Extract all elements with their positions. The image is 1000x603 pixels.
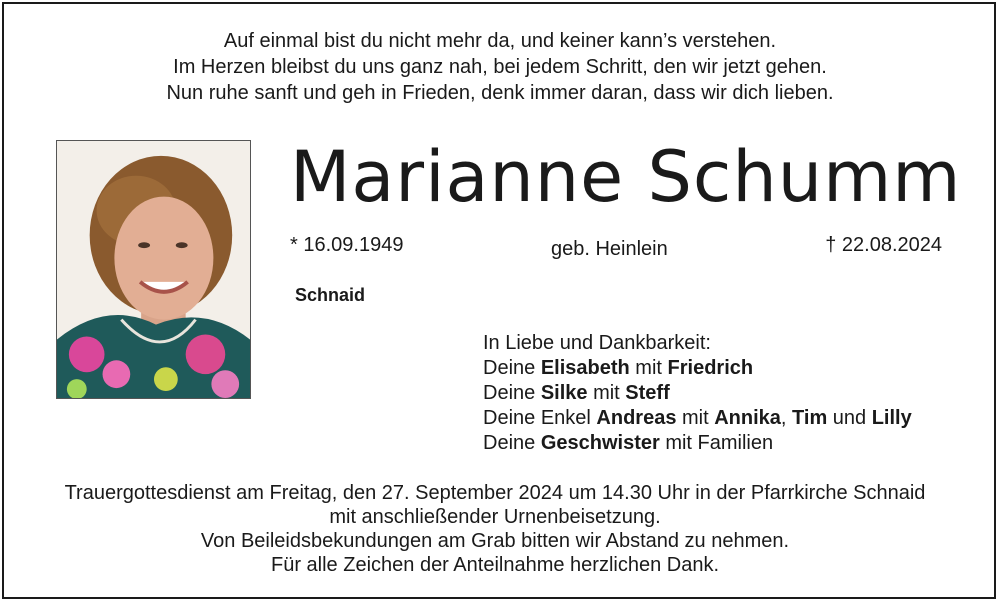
mourner-name: Tim xyxy=(792,407,828,429)
mourner-line: Deine Elisabeth mit Friedrich xyxy=(483,357,754,379)
mourner-name: Elisabeth xyxy=(540,357,630,379)
service-line: Von Beileidsbekundungen am Grab bitten wir Abstand zu nehmen. xyxy=(200,530,790,552)
mourner-line: Deine Geschwister mit Familien xyxy=(483,432,774,454)
deceased-name: Marianne Schumm xyxy=(290,136,962,218)
service-line: Für alle Zeichen der Anteilnahme herzlichen Dank. xyxy=(270,554,720,576)
service-line: mit anschließender Urnenbeisetzung. xyxy=(329,506,661,528)
mourner-name: Annika xyxy=(714,407,781,429)
portrait-illustration xyxy=(57,141,250,398)
poem-line: Auf einmal bist du nicht mehr da, und keiner kann’s verstehen. xyxy=(223,30,777,52)
mourner-name: Steff xyxy=(625,382,670,404)
poem-line: Nun ruhe sanft und geh in Frieden, denk immer daran, dass wir dich lieben. xyxy=(166,82,834,104)
mourner-name: Andreas xyxy=(596,407,677,429)
birth-date: * 16.09.1949 xyxy=(290,234,404,256)
mourners-intro: In Liebe und Dankbarkeit: xyxy=(483,332,711,354)
mourner-name: Geschwister xyxy=(540,432,660,454)
mourner-line: Deine Enkel Andreas mit Annika, Tim und Lilly xyxy=(483,407,912,429)
mourner-line: Deine Silke mit Steff xyxy=(483,382,670,404)
mourner-name: Silke xyxy=(540,382,588,404)
service-line: Trauergottesdienst am Freitag, den 27. September 2024 um 14.30 Uhr in der Pfarrkirche Schnaid xyxy=(64,482,926,504)
portrait-photo xyxy=(56,140,251,399)
maiden-name: geb. Heinlein xyxy=(551,238,668,260)
poem xyxy=(0,28,1000,106)
poem-line: Im Herzen bleibst du uns ganz nah, bei jedem Schritt, den wir jetzt gehen. xyxy=(173,56,827,78)
funeral-service-info xyxy=(0,481,990,577)
death-date: † 22.08.2024 xyxy=(825,234,942,256)
mourners-list xyxy=(483,331,912,456)
mourner-name: Friedrich xyxy=(667,357,754,379)
mourner-name: Lilly xyxy=(871,407,912,429)
residence-place: Schnaid xyxy=(295,285,366,305)
